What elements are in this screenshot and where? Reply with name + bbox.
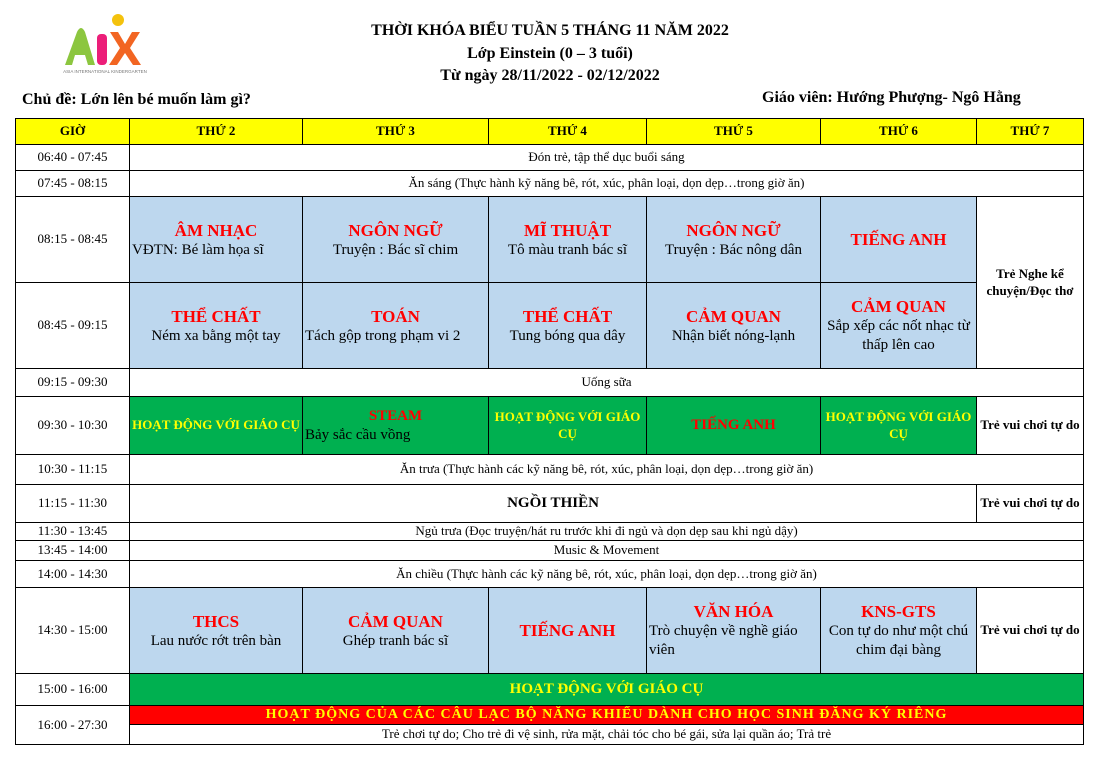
col-wednesday: THỨ 4 [489,119,647,145]
table-row [16,369,1084,397]
lesson-title: THCS [192,611,240,631]
steam-desc: Bảy sắc cầu vồng [305,426,411,443]
lesson-cell [821,197,977,283]
table-row [16,706,1084,725]
time-cell: 15:00 - 16:00 [16,674,130,706]
time-cell: 07:45 - 08:15 [16,171,130,197]
time-cell: 06:40 - 07:45 [16,145,130,171]
lesson-desc: Trò chuyện về nghề giáo viên [649,623,798,659]
lesson-desc: Truyện : Bác sĩ chim [332,241,459,258]
activity-cell: Music & Movement [130,541,1084,561]
english-cell [647,397,821,455]
time-cell: 08:15 - 08:45 [16,197,130,283]
lesson-title: CẢM QUAN [851,297,946,317]
lesson-desc: Con tự do như một chú chim đại bàng [828,623,969,659]
col-friday: THỨ 6 [821,119,977,145]
activity-cell [130,397,303,455]
time-cell: 14:30 - 15:00 [16,588,130,674]
lesson-title: KNS-GTS [861,602,936,622]
table-row [16,197,1084,283]
lesson-cell [303,283,489,369]
lesson-cell [303,197,489,283]
english-label: TIẾNG ANH [691,417,776,434]
table-row [16,724,1084,744]
header-row [16,119,1084,145]
saturday-cell: Trẻ vui chơi tự do [977,397,1084,455]
lesson-cell [647,588,821,674]
meditation-cell: NGỒI THIỀN [130,485,977,523]
time-cell: 14:00 - 14:30 [16,561,130,588]
lesson-title: THỂ CHẤT [171,306,261,326]
activity-cell: Trẻ chơi tự do; Cho trẻ đi vệ sinh, rửa mặt, chải tóc cho bé gái, sửa lại quần áo; Trả trẻ [130,724,1084,744]
lesson-cell [130,197,303,283]
topic-label: Chủ đề: Lớn lên bé muốn làm gì? [22,91,251,108]
lesson-title: CẢM QUAN [686,306,781,326]
activity-cell: Ăn sáng (Thực hành kỹ năng bê, rót, xúc, phân loại, dọn dẹp…trong giờ ăn) [130,171,1084,197]
col-thursday: THỨ 5 [647,119,821,145]
lesson-cell [821,588,977,674]
col-tuesday: THỨ 3 [303,119,489,145]
activity-cell [821,397,977,455]
time-cell: 11:15 - 11:30 [16,485,130,523]
lesson-cell [647,197,821,283]
table-row [16,397,1084,455]
steam-cell [303,397,489,455]
lesson-title: MĨ THUẬT [523,220,612,240]
activity-label: HOẠT ĐỘNG VỚI GIÁO CỤ [132,417,300,433]
lesson-desc: Ghép tranh bác sĩ [342,632,449,649]
saturday-cell: Trẻ Nghe kể chuyện/Đọc thơ [977,197,1084,369]
schedule-title: THỜI KHÓA BIỂU TUẦN 5 THÁNG 11 NĂM 2022 [371,22,729,39]
table-row [16,485,1084,523]
activity-cell: Ăn chiều (Thực hành các kỹ năng bê, rót, xúc, phân loại, dọn dẹp…trong giờ ăn) [130,561,1084,588]
lesson-desc: Truyện : Bác nông dân [665,241,802,258]
table-row [16,283,1084,369]
lesson-cell [821,283,977,369]
table-row [16,145,1084,171]
lesson-cell [303,588,489,674]
time-cell: 10:30 - 11:15 [16,455,130,485]
lesson-cell [489,197,647,283]
lesson-title: NGÔN NGỮ [686,220,781,240]
lesson-desc: Ném xa bằng một tay [151,327,281,344]
lesson-title: TIẾNG ANH [519,620,616,640]
activity-cell: HOẠT ĐỘNG VỚI GIÁO CỤ [130,674,1084,706]
time-cell: 08:45 - 09:15 [16,283,130,369]
lesson-cell [489,588,647,674]
saturday-cell: Trẻ vui chơi tự do [977,588,1084,674]
lesson-title: NGÔN NGỮ [348,220,443,240]
lesson-desc: Tô màu tranh bác sĩ [507,241,628,258]
activity-cell: Đón trẻ, tập thể dục buổi sáng [130,145,1084,171]
time-cell: 13:45 - 14:00 [16,541,130,561]
time-cell: 09:30 - 10:30 [16,397,130,455]
time-cell: 11:30 - 13:45 [16,523,130,541]
lesson-cell [130,283,303,369]
lesson-desc: VĐTN: Bé làm họa sĩ [132,241,264,258]
lesson-desc: Tung bóng qua dây [509,327,626,344]
table-row [16,455,1084,485]
time-cell: 09:15 - 09:30 [16,369,130,397]
table-row [16,674,1084,706]
lesson-cell [130,588,303,674]
svg-text:ASIA INTERNATIONAL KINDERGARTE: ASIA INTERNATIONAL KINDERGARTEN [63,69,147,74]
activity-cell: Uống sữa [130,369,1084,397]
col-time: GIỜ [16,119,130,145]
teacher-label: Giáo viên: Hướng Phượng- Ngô Hằng [762,89,1021,106]
lesson-desc: Nhận biết nóng-lạnh [671,327,796,344]
activity-label: HOẠT ĐỘNG VỚI GIÁO CỤ [494,409,641,441]
table-row [16,541,1084,561]
lesson-desc: Sắp xếp các nốt nhạc từ thấp lên cao [827,318,970,354]
steam-title: STEAM [368,407,423,424]
activity-cell: Ăn trưa (Thực hành các kỹ năng bê, rót, xúc, phân loại, dọn dẹp…trong giờ ăn) [130,455,1084,485]
timetable [15,118,1084,745]
lesson-title: VĂN HÓA [693,602,774,622]
table-row [16,171,1084,197]
saturday-cell: Trẻ vui chơi tự do [977,485,1084,523]
lesson-title: THỂ CHẤT [522,306,613,326]
lesson-cell [647,283,821,369]
activity-cell: Ngủ trưa (Đọc truyện/hát ru trước khi đi ngủ và dọn dẹp sau khi ngủ dậy) [130,523,1084,541]
lesson-desc: Lau nước rớt trên bàn [150,632,282,649]
table-row [16,523,1084,541]
lesson-title: CẢM QUAN [348,611,443,631]
time-cell: 16:00 - 27:30 [16,706,130,745]
lesson-title: TOÁN [371,306,420,326]
class-line: Lớp Einstein (0 – 3 tuổi) [467,45,633,62]
lesson-title: ÂM NHẠC [174,220,258,240]
clubs-banner: HOẠT ĐỘNG CỦA CÁC CÂU LẠC BỘ NĂNG KHIẾU DÀNH CHO HỌC SINH ĐĂNG KÝ RIÊNG [130,706,1084,725]
lesson-cell [489,283,647,369]
activity-label: HOẠT ĐỘNG VỚI GIÁO CỤ [825,409,972,441]
activity-cell [489,397,647,455]
lesson-title: TIẾNG ANH [850,229,947,249]
lesson-desc: Tách gộp trong phạm vi 2 [305,327,461,344]
date-range: Từ ngày 28/11/2022 - 02/12/2022 [440,67,660,84]
table-row [16,588,1084,674]
col-monday: THỨ 2 [130,119,303,145]
col-saturday: THỨ 7 [977,119,1084,145]
table-row [16,561,1084,588]
